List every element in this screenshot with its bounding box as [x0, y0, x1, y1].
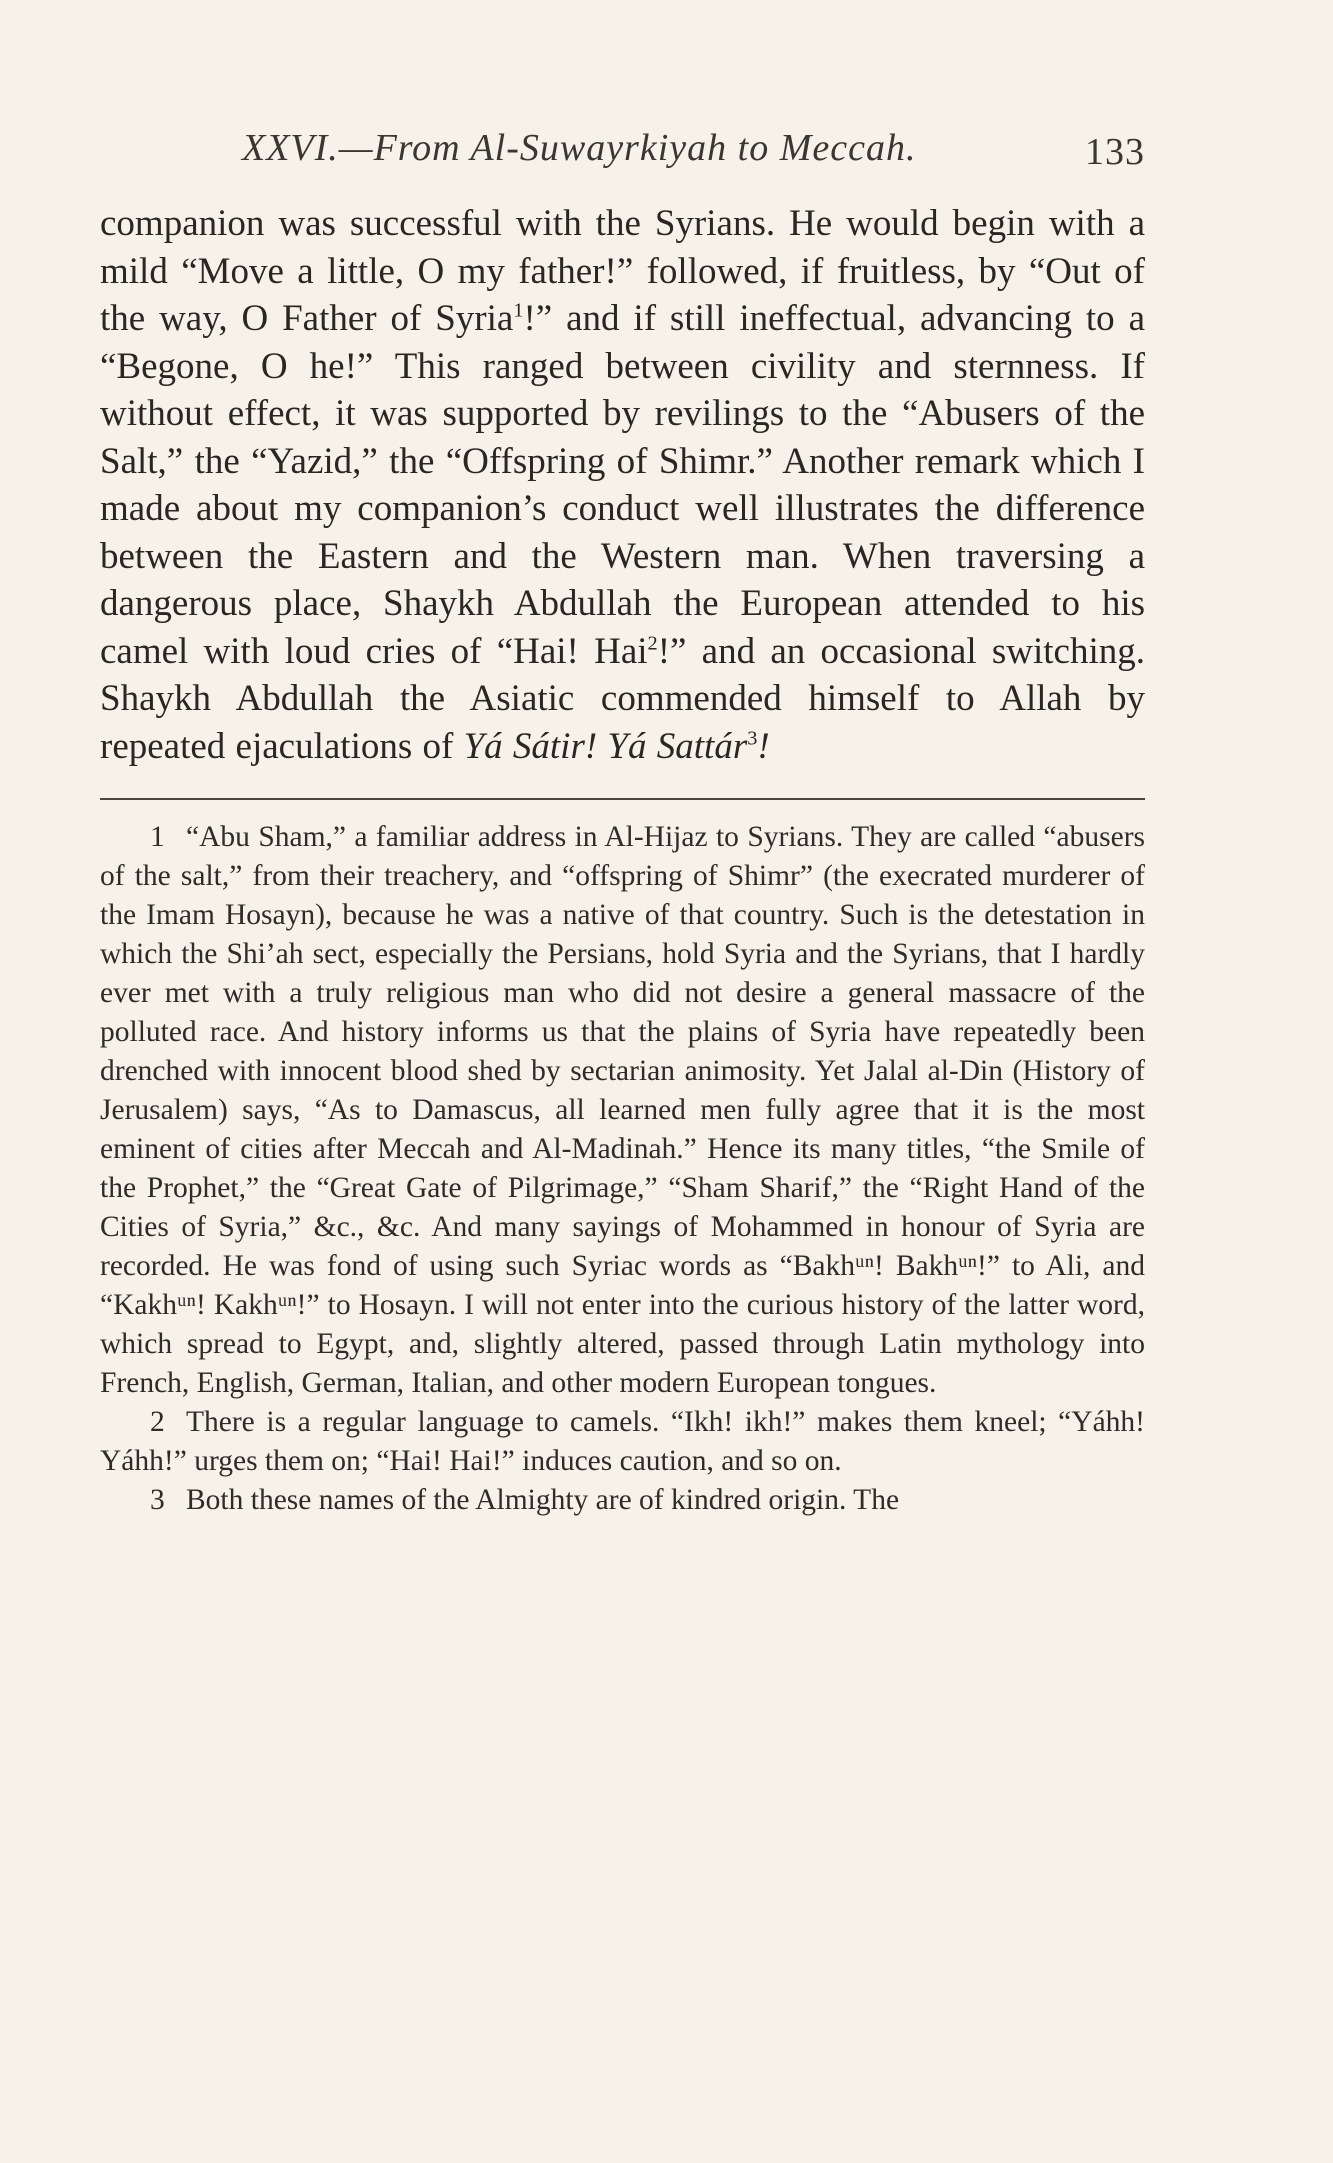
- body-text-part-3: !” and an occasional switching. Shaykh Abdullah the Asiatic commended himself to Allah by repeated ejaculations of: [100, 630, 1145, 767]
- page: [100, 120, 1145, 1520]
- footnote-number: 2: [150, 1406, 165, 1438]
- footnote-divider: [100, 798, 1145, 800]
- footnote-number: 1: [150, 821, 165, 853]
- footnote-3: [100, 1481, 1145, 1520]
- footnote-text: Both these names of the Almighty are of kindred origin. The: [186, 1484, 900, 1516]
- body-text-part-2: !” and if still ineffectual, advancing to a “Begone, O he!” This ranged between civility and sternness. If without effect, it was supported by revilings to the “Abusers of the Salt,” the “Yazid,” the “Offspring of Shimr.” Another remark which I made about my companion’s conduct well illustrates the difference between the Eastern and the Western man. When traversing a dangerous place, Shaykh Abdullah the European attended to his camel with loud cries of “Hai! Hai: [100, 298, 1145, 672]
- footnote-text: “Abu Sham,” a familiar address in Al-Hijaz to Syrians. They are called “abusers of the salt,” from their treachery, and “offspring of Shimr” (the execrated murderer of the Imam Hosayn), because he was a native of that country. Such is the detestation in which the Shi’ah sect, especially the Persians, hold Syria and the Syrians, that I hardly ever met with a truly religious man who did not desire a general massacre of the polluted race. And history informs us that the plains of Syria have repeatedly been drenched with innocent blood shed by sectarian animosity. Yet Jalal al-Din (History of Jerusalem) says, “As to Damascus, all learned men fully agree that it is the most eminent of cities after Meccah and Al-Madinah.” Hence its many titles, “the Smile of the Prophet,” the “Great Gate of Pilgrimage,” “Sham Sharif,” the “Right Hand of the Cities of Syria,” &c., &c. And many sayings of Mohammed in honour of Syria are recorded. He was fond of using such Syriac words as “Bakhᵘⁿ! Bakhᵘⁿ!” to Ali, and “Kakhᵘⁿ! Kakhᵘⁿ!” to Hosayn. I will not enter into the curious history of the latter word, which spread to Egypt, and, slightly altered, passed through Latin mythology into French, English, German, Italian, and other modern European tongues.: [100, 821, 1145, 1399]
- footnote-ref-3: 3: [747, 727, 758, 750]
- footnote-ref-2: 2: [647, 632, 658, 655]
- running-head: [100, 120, 1145, 180]
- footnote-2: [100, 1403, 1145, 1481]
- body-paragraph: [100, 200, 1145, 770]
- italic-end: !: [757, 725, 770, 767]
- footnotes: [100, 818, 1145, 1520]
- page-number: 133: [1085, 131, 1145, 173]
- footnote-ref-1: 1: [513, 299, 524, 322]
- footnote-1: [100, 818, 1145, 1403]
- chapter-title: XXVI.—From Al-Suwayrkiyah to Meccah.: [242, 127, 917, 169]
- body-text-part-1: companion was successful with the Syrians. He would begin with a mild “Move a little, O my father!” followed, if fruitless, by “Out of the way, O Father of Syria: [100, 203, 1145, 339]
- footnote-text: There is a regular language to camels. “Ikh! ikh!” makes them kneel; “Yáhh! Yáhh!” urges them on; “Hai! Hai!” induces caution, and so on.: [100, 1406, 1145, 1477]
- footnote-number: 3: [150, 1484, 165, 1516]
- main-text: [100, 200, 1145, 770]
- italic-phrase: Yá Sátir! Yá Sattár: [463, 725, 748, 767]
